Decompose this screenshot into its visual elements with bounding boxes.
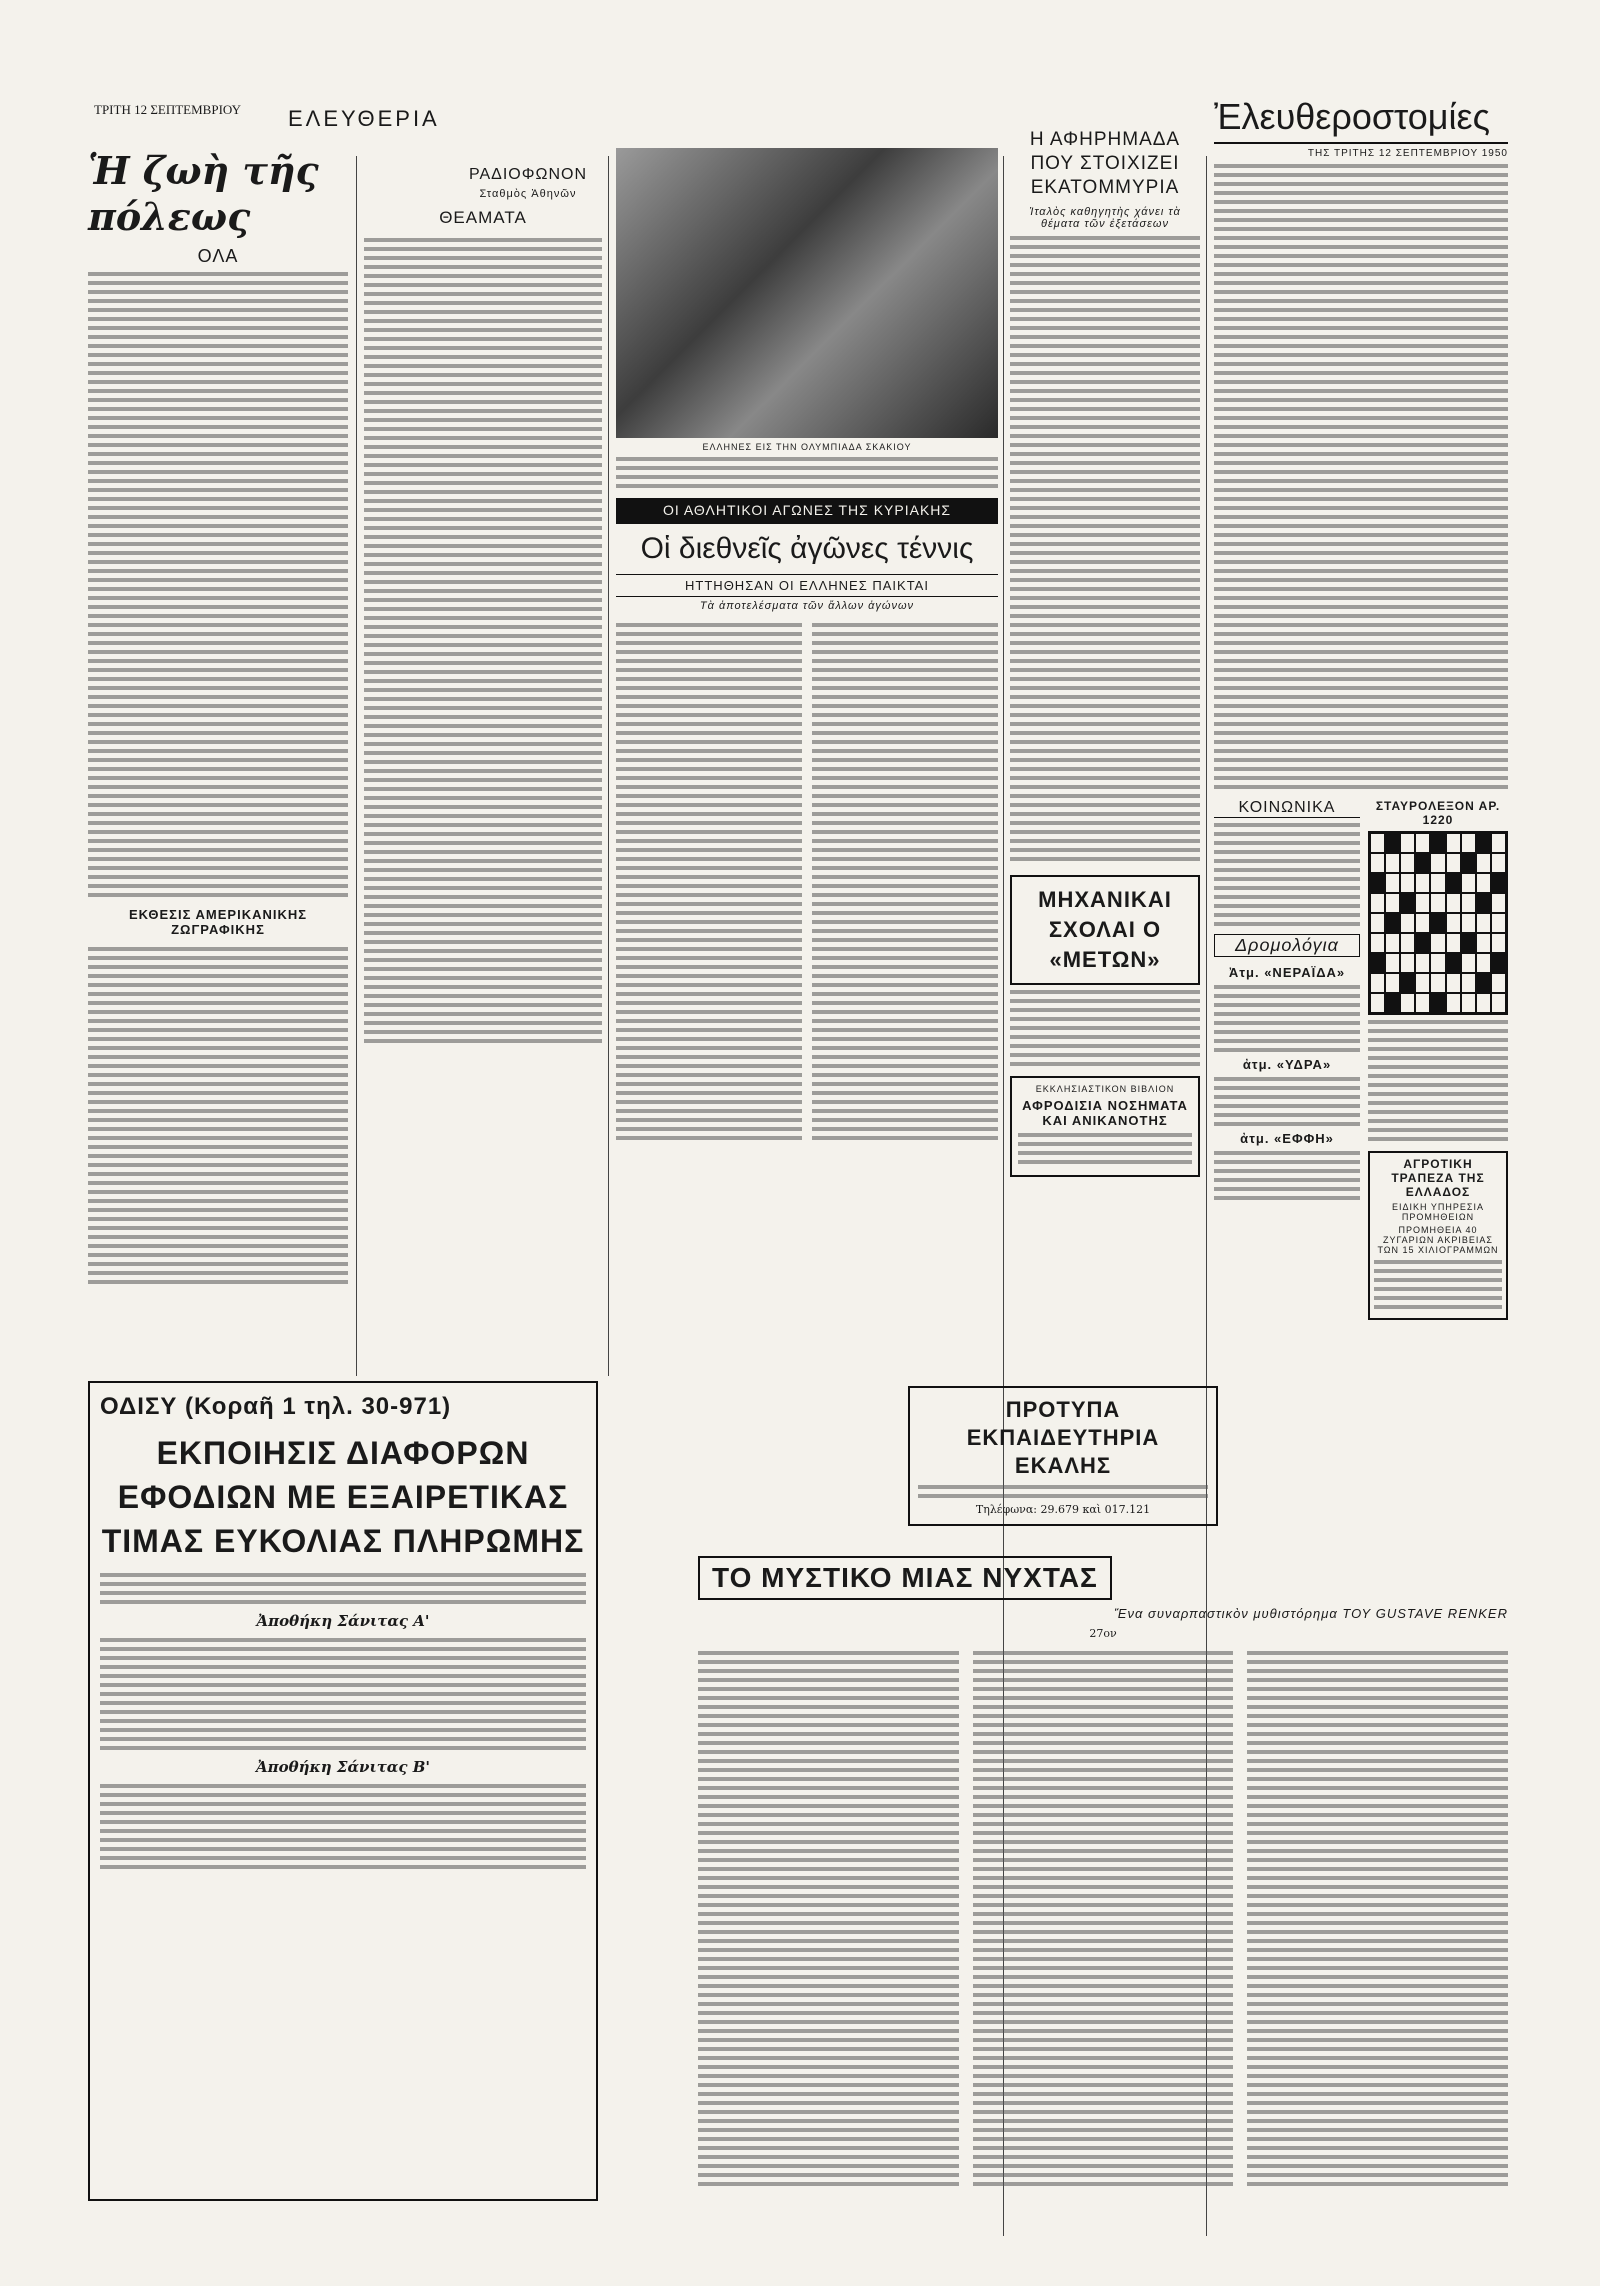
social-text — [1214, 823, 1360, 926]
column-editorial — [1214, 96, 1508, 1320]
ad-ekali-title: ΠΡΟΤΥΠΑ ΕΚΠΑΙΔΕΥΤΗΡΙΑ ΕΚΑΛΗΣ — [966, 1397, 1160, 1478]
column-city-life — [88, 148, 348, 1289]
feature-subheadline: Ἰταλὸς καθηγητὴς χάνει τὰ θέματα τῶν ἐξετάσεων — [1029, 206, 1181, 230]
ad-ekali-schools — [908, 1386, 1218, 1526]
ad-odisy-headline: ΕΚΠΟΙΗΣΙΣ ΔΙΑΦΟΡΩΝ ΕΦΟΔΙΩΝ ΜΕ ΕΞΑΙΡΕΤΙΚΑΣ ΤΙΜΑΣ ΕΥΚΟΛΙΑΣ ΠΛΗΡΩΜΗΣ — [101, 1435, 585, 1559]
ad-odisy-store: ΟΔΙΣΥ (Κοραῆ 1 τηλ. 30-971) — [100, 1393, 452, 1420]
column-listings — [364, 148, 602, 1048]
ad-book — [1010, 1076, 1200, 1177]
column-feature — [1010, 128, 1200, 1177]
serial-title: ΤΟ ΜΥΣΤΙΚΟ ΜΙΑΣ ΝΥΧΤΑΣ — [698, 1556, 1112, 1600]
ship-text — [1214, 985, 1360, 1052]
crossword-clues — [1368, 1020, 1508, 1141]
photo-caption: ΕΛΛΗΝΕΣ ΕΙΣ ΤΗΝ ΟΛΥΜΠΙΑΔΑ ΣΚΑΚΙΟΥ — [702, 442, 912, 452]
tennis-subheadline-2: Τὰ ἀποτελέσματα τῶν ἄλλων ἀγώνων — [699, 600, 915, 612]
subsection-heading: ΕΚΘΕΣΙΣ ΑΜΕΡΙΚΑΝΙΚΗΣ ΖΩΓΡΑΦΙΚΗΣ — [128, 907, 308, 937]
editorial-title: Ἐλευθεροστομίες — [1214, 96, 1508, 144]
sports-text-right — [812, 618, 998, 1145]
sports-kicker-text: ΟΙ ΑΘΛΗΤΙΚΟΙ ΑΓΩΝΕΣ ΤΗΣ ΚΥΡΙΑΚΗΣ — [662, 502, 952, 518]
radio-header — [364, 166, 602, 200]
ship-text — [1214, 1077, 1360, 1126]
feature-headline: Η ΑΦΗΡΗΜΑΔΑ ΠΟΥ ΣΤΟΙΧΙΖΕΙ ΕΚΑΤΟΜΜΥΡΙΑ — [1029, 129, 1181, 198]
depot-a-text — [100, 1638, 586, 1750]
ships-heading: Δρομολόγια — [1214, 934, 1360, 957]
newspaper-page — [88, 96, 1508, 2276]
ad-text — [1010, 990, 1200, 1066]
article-text — [88, 272, 348, 897]
depot-b-text — [100, 1784, 586, 1869]
sports-kicker — [616, 498, 998, 524]
ship-effi: ἀτμ. «ΕΦΦΗ» — [1240, 1131, 1334, 1146]
feature-text — [1010, 236, 1200, 861]
ad-book-title: ΑΦΡΟΔΙΣΙΑ ΝΟΣΗΜΑΤΑ ΚΑΙ ΑΝΙΚΑΝΟΤΗΣ — [1022, 1098, 1188, 1128]
sports-text-left — [616, 618, 802, 1145]
serial-text — [973, 1646, 1234, 2191]
column-sports — [616, 148, 998, 1145]
masthead-date: ΤΡΙΤΗ 12 ΣΕΠΤΕΜΒΡΙΟΥ — [94, 102, 242, 117]
column-rule — [608, 156, 609, 1376]
ad-odisy — [88, 1381, 598, 2201]
bank-title: ΑΓΡΟΤΙΚΗ ΤΡΑΠΕΖΑ ΤΗΣ ΕΛΛΑΔΟΣ — [1391, 1157, 1485, 1199]
editorial-text — [1214, 164, 1508, 789]
editorial-date: ΤΗΣ ΤΡΙΤΗΣ 12 ΣΕΠΤΕΜΒΡΙΟΥ 1950 — [1307, 148, 1508, 159]
bank-notice — [1368, 1151, 1508, 1320]
bank-subtitle-2: ΠΡΟΜΗΘΕΙΑ 40 ΖΥΓΑΡΙΩΝ ΑΚΡΙΒΕΙΑΣ ΤΩΝ 15 ΧΙΛΙΟΓΡΑΜΜΩΝ — [1377, 1225, 1499, 1255]
ad-meton-schools: ΜΗΧΑΝΙΚΑΙ ΣΧΟΛΑΙ Ο «ΜΕΤΩΝ» — [1010, 875, 1200, 985]
caption-text — [616, 457, 998, 488]
crossword-grid — [1368, 831, 1508, 1015]
serial-novel — [698, 1556, 1508, 2191]
serial-text — [1247, 1646, 1508, 2191]
section-kicker: ΟΛΑ — [197, 246, 239, 266]
listings-text — [364, 238, 602, 1043]
ad-ekali-text — [918, 1485, 1208, 1498]
ad-odisy-text — [100, 1573, 586, 1604]
serial-subtitle: Ἕνα συναρπαστικὸν μυθιστόρημα ΤΟΥ GUSTAVE RENKER — [1113, 1606, 1508, 1621]
depot-a-heading: Ἀποθήκη Σάνιτας Α' — [256, 1612, 430, 1630]
social-heading: ΚΟΙΝΩΝΙΚΑ — [1214, 799, 1360, 818]
theatre-heading: ΘΕΑΜΑΤΑ — [439, 208, 527, 227]
bank-text — [1374, 1260, 1502, 1309]
depot-b-heading: Ἀποθήκη Σάνιτας Β' — [256, 1758, 430, 1776]
article-text — [88, 947, 348, 1284]
ad-book-kicker: ΕΚΚΛΗΣΙΑΣΤΙΚΟΝ ΒΙΒΛΙΟΝ — [1035, 1084, 1175, 1094]
ship-neraida: Ἀτμ. «ΝΕΡΑΪΔΑ» — [1228, 965, 1346, 980]
bank-subtitle: ΕΙΔΙΚΗ ΥΠΗΡΕΣΙΑ ΠΡΟΜΗΘΕΙΩΝ — [1392, 1202, 1484, 1222]
ad-ekali-phone: Τηλέφωνα: 29.679 καὶ 017.121 — [975, 1503, 1151, 1516]
ship-text — [1214, 1151, 1360, 1200]
tennis-subheadline: ΗΤΤΗΘΗΣΑΝ ΟΙ ΕΛΛΗΝΕΣ ΠΑΙΚΤΑΙ — [616, 574, 998, 597]
tennis-headline: Οἱ διεθνεῖς ἀγῶνες τέννις — [640, 532, 974, 565]
serial-text — [698, 1646, 959, 2191]
section-title: Ἡ ζωὴ τῆς πόλεως — [88, 148, 319, 239]
chess-olympiad-photo — [616, 148, 998, 438]
radio-station: Σταθμὸς Ἀθηνῶν — [479, 188, 577, 200]
column-rule — [356, 156, 357, 1376]
radio-heading: ΡΑΔΙΟΦΩΝΟΝ — [468, 166, 587, 183]
masthead-paper-name: ΕΛΕΥΘΕΡΙΑ — [288, 106, 440, 131]
ad-book-text — [1018, 1133, 1192, 1164]
serial-episode: 27ον — [1089, 1627, 1117, 1640]
ship-ydra: ἀτμ. «ΥΔΡΑ» — [1242, 1057, 1332, 1072]
crossword-heading: ΣΤΑΥΡΟΛΕΞΟΝ ΑΡ. 1220 — [1375, 799, 1501, 827]
